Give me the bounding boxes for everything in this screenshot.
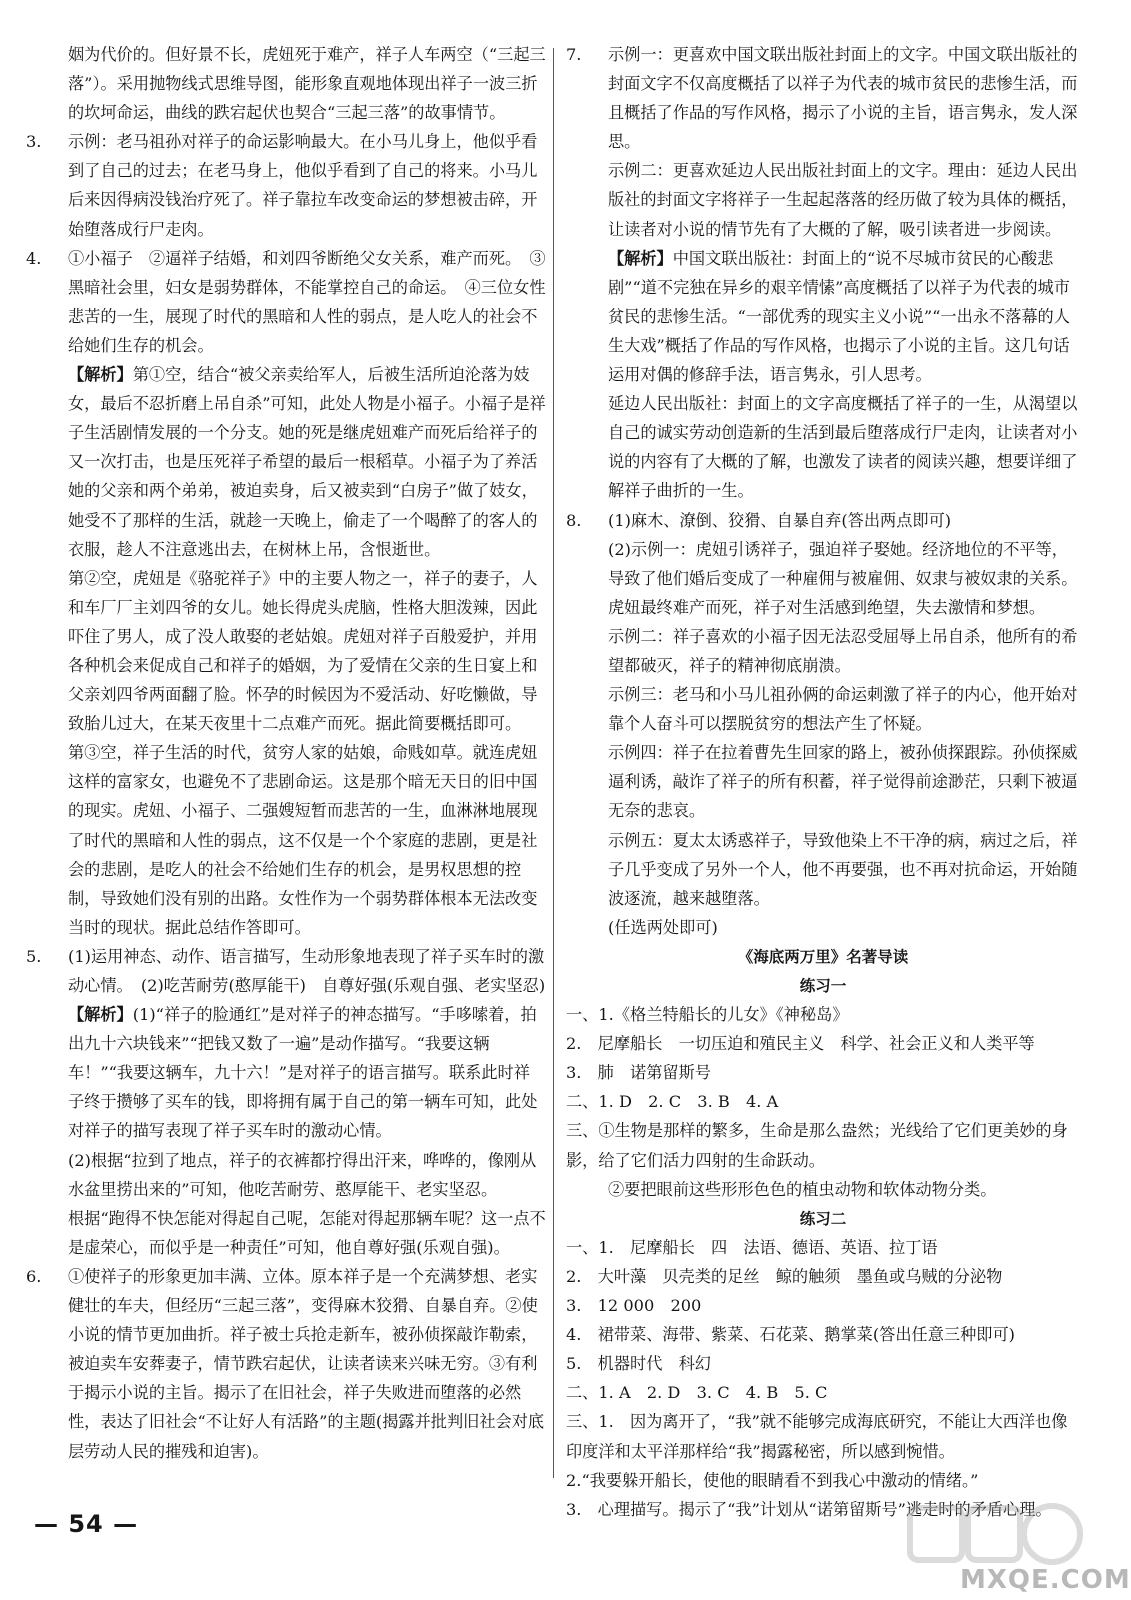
- exercise-heading: 练习一: [799, 976, 847, 995]
- item-number: 6.: [26, 1266, 42, 1286]
- answer-line: 3. 心理描写。揭示了“我”计划从“诺第留斯号”逃走时的矛盾心理。: [566, 1499, 1052, 1519]
- answer-line: 二、1. A 2. D 3. C 4. B 5. C: [566, 1383, 828, 1403]
- analysis-tag: 【解析】: [68, 1005, 133, 1025]
- analysis-paragraph: (2)根据“拉到了地点，祥子的衣裤都拧得出汗来，哗哗的，像刚从水盆里捞出来的”可知，他吃苦耐劳、憨厚能干、老实坚忍。: [68, 1150, 537, 1199]
- left-column: [26, 40, 546, 1466]
- answer-text: 示例四：祥子在拉着曹先生回家的路上，被孙侦探跟踪。孙侦探威逼利诱，敲诈了祥子的所有积蓄，祥子觉得前途渺茫，只剩下被逼无奈的悲哀。: [608, 743, 1078, 821]
- item-number: 8.: [566, 510, 582, 530]
- answer-line: 二、1. D 2. C 3. B 4. A: [566, 1092, 779, 1112]
- analysis-text: (1)“祥子的脸通红”是对祥子的神态描写。“手哆嗦着，拍出九十六块钱来”“把钱又数了一遍”是动作描写。“我要这辆车！”“我要这辆车，九十六！”是对祥子的语言描写。联系此时祥子终于攒够了买车的钱，即将拥有属于自己的第一辆车可知，此处对祥子的描写表现了祥子买车时的激动心情。: [68, 1005, 538, 1141]
- page-number: — 54 —: [34, 1510, 139, 1538]
- analysis-paragraph: 延边人民出版社：封面上的文字高度概括了祥子的一生，从渴望以自己的诚实劳动创造新的生活到最后堕落成行尸走肉，让读者对小说的内容有了大概的了解，也激发了读者的阅读兴趣，想要详细了解祥子曲折的一生。: [608, 394, 1078, 501]
- answer-line: 5. 机器时代 科幻: [566, 1354, 711, 1374]
- analysis-paragraph: [566, 244, 1080, 389]
- answer-item-4: [26, 244, 546, 360]
- item-number: 5.: [26, 946, 42, 966]
- item-number: 7.: [566, 45, 582, 64]
- answer-line: 2.“我要躲开船长，使他的眼睛看不到我心中激动的情绪。”: [566, 1470, 979, 1490]
- answer-text: 示例一：更喜欢中国文联出版社封面上的文字。中国文联出版社的封面文字不仅高度概括了以祥子为代表的城市贫民的悲惨生活，而且概括了作品的写作风格，揭示了小说的主旨，语言隽永，发人深思。: [608, 45, 1078, 152]
- answer-item-6: [26, 1262, 546, 1466]
- watermark-text: MXQE.COM: [960, 1565, 1131, 1595]
- answer-item-5: [26, 942, 546, 1000]
- answer-item-7: [566, 40, 1080, 156]
- answer-line: 3. 肺 诺第留斯号: [566, 1063, 711, 1083]
- analysis-paragraph: 根据“跑得不快怎能对得起自己呢，怎能对得起那辆车呢？这一点不是虚荣心，而似乎是一种责任”可知，他自尊好强(乐观自强)。: [68, 1208, 546, 1257]
- answer-text: ①小福子 ②逼祥子结婚，和刘四爷断绝父女关系，难产而死。 ③黑暗社会里，妇女是弱势群体，不能掌控自己的命运。 ④三位女性悲苦的一生，展现了时代的黑暗和人性的弱点，是人吃人的社会不给她们生存的机会。: [68, 248, 546, 355]
- analysis-paragraph: 第③空，祥子生活的时代，贫穷人家的姑娘，命贱如草。就连虎妞这样的富家女，也避免不了悲剧命运。这是那个暗无天日的旧中国的现实。虎妞、小福子、二强嫂短暂而悲苦的一生，血淋淋地展现了时代的黑暗和人性的弱点，这不仅是一个个家庭的悲剧，更是社会的悲剧，是吃人的社会不给她们生存的机会，是男权思想的控制，导致她们没有别的出路。女性作为一个弱势群体根本无法改变当时的现状。据此总结作答即可。: [68, 743, 538, 937]
- answer-text: 示例二：更喜欢延边人民出版社封面上的文字。理由：延边人民出版社的封面文字将祥子一生起起落落的经历做了较为具体的概括，让读者对小说的情节先有了大概的了解，吸引读者进一步阅读。: [608, 161, 1078, 239]
- answer-text: (1)运用神态、动作、语言描写，生动形象地表现了祥子买车时的激动心情。 (2)吃苦耐劳(憨厚能干) 自尊好强(乐观自强、老实坚忍): [68, 946, 546, 995]
- answer-text: 姻为代价的。但好景不长，虎妞死于难产，祥子人车两空（“三起三落”）。采用抛物线式思维导图，能形象直观地体现出祥子一波三折的坎坷命运，曲线的跌宕起伏也契合“三起三落”的故事情节。: [68, 45, 546, 123]
- analysis-text: 中国文联出版社：封面上的“说不尽城市贫民的心酸悲剧”“道不完独在异乡的艰辛情愫”高度概括了以祥子为代表的城市贫民的悲惨生活。“一部优秀的现实主义小说”“一出永不落幕的人生大戏”概括了作品的写作风格，也揭示了小说的主旨。这几句话运用对偶的修辞手法，语言隽永，引人思考。: [608, 248, 1070, 385]
- answer-line: 4. 裙带菜、海带、紫菜、石花菜、鹅掌菜(答出任意三种即可): [566, 1325, 1015, 1345]
- right-column: [566, 40, 1080, 1524]
- exercise-heading: 练习二: [799, 1208, 847, 1228]
- analysis-paragraph: [26, 1000, 546, 1145]
- answer-text: (2)示例一：虎妞引诱祥子，强迫祥子娶她。经济地位的不平等，导致了他们婚后变成了一种雇佣与被雇佣、奴隶与被奴隶的关系。虎妞最终难产而死，祥子对生活感到绝望，失去激情和梦想。: [608, 539, 1078, 617]
- column-divider: [553, 48, 554, 1478]
- answer-text: 示例：老马祖孙对祥子的命运影响最大。在小马儿身上，他似乎看到了自己的过去；在老马身上，他似乎看到了自己的将来。小马儿后来因得病没钱治疗死了。祥子靠拉车改变命运的梦想被击碎，开始堕落成行尸走肉。: [68, 132, 538, 239]
- analysis-paragraph: 第②空，虎妞是《骆驼祥子》中的主要人物之一，祥子的妻子，人和车厂厂主刘四爷的女儿。她长得虎头虎脑，性格大胆泼辣，因此吓住了男人，成了没人敢娶的老姑娘。虎妞对祥子百般爱护，并用各种机会来促成自己和祥子的婚姻，为了爱情在父亲的生日宴上和父亲刘四爷两面翻了脸。怀孕的时候因为不爱活动、好吃懒做，导致胎儿过大，在某天夜里十二点难产而死。据此简要概括即可。: [68, 568, 538, 734]
- answer-line: 2. 尼摩船长 一切压迫和殖民主义 科学、社会正义和人类平等: [566, 1034, 1035, 1054]
- answer-item-3: [26, 127, 546, 243]
- answer-text: (1)麻木、潦倒、狡猾、自暴自弃(答出两点即可): [608, 510, 952, 530]
- answer-text: (任选两处即可): [608, 917, 718, 937]
- answer-line: 一、1.《格兰特船长的儿女》《神秘岛》: [566, 1005, 849, 1025]
- answer-text: ①使祥子的形象更加丰满、立体。原本祥子是一个充满梦想、老实健壮的车夫，但经历“三起三落”，变得麻木狡猾、自暴自弃。②使小说的情节更加曲折。祥子被士兵抢走新车，被孙侦探敲诈勒索，被迫卖车安葬妻子，情节跌宕起伏，让读者读来兴味无穷。③有利于揭示小说的主旨。揭示了在旧社会，祥子失败进而堕落的必然性，表达了旧社会“不让好人有活路”的主题(揭露并批判旧社会对底层劳动人民的摧残和迫害)。: [68, 1266, 545, 1461]
- answer-line: 一、1. 尼摩船长 四 法语、德语、英语、拉丁语: [566, 1237, 938, 1257]
- answer-text: 示例三：老马和小马儿祖孙俩的命运刺激了祥子的内心，他开始对靠个人奋斗可以摆脱贫穷的想法产生了怀疑。: [608, 685, 1078, 734]
- analysis-paragraph: [26, 360, 546, 564]
- answer-line: ②要把眼前这些形形色色的植虫动物和软体动物分类。: [608, 1179, 997, 1199]
- answer-line: 三、①生物是那样的繁多，生命是那么盎然；光线给了它们更美妙的身影，给了它们活力四射的生命跃动。: [566, 1121, 1068, 1170]
- answer-text: 示例二：祥子喜欢的小福子因无法忍受屈辱上吊自杀，他所有的希望都破灭，祥子的精神彻底崩溃。: [608, 626, 1078, 675]
- item-number: 4.: [26, 248, 42, 268]
- answer-line: 三、1. 因为离开了，“我”就不能够完成海底研究，不能让大西洋也像印度洋和太平洋那样给“我”揭露秘密，所以感到惋惜。: [566, 1412, 1068, 1461]
- answer-line: 3. 12 000 200: [566, 1296, 702, 1316]
- analysis-tag: 【解析】: [608, 248, 673, 268]
- analysis-text: 第①空，结合“被父亲卖给军人，后被生活所迫沦落为妓女，最后不忍折磨上吊自杀”可知，此处人物是小福子。小福子是祥子生活剧情发展的一个分支。她的死是继虎妞难产而死后给祥子的又一次打击，也是压死祥子希望的最后一根稻草。小福子为了养活她的父亲和两个弟弟，被迫卖身，后又被卖到“白房子”做了妓女，她受不了那样的生活，就趁一天晚上，偷走了一个喝醉了的客人的衣服，趁人不注意逃出去，在树林上吊，含恨逝世。: [68, 365, 546, 559]
- answer-item-8: [566, 506, 1080, 535]
- section-title: 《海底两万里》名著导读: [737, 946, 909, 966]
- answer-line: 2. 大叶藻 贝壳类的足丝 鲸的触须 墨鱼或乌贼的分泌物: [566, 1266, 1003, 1286]
- item-number: 3.: [26, 132, 42, 152]
- analysis-tag: 【解析】: [68, 365, 133, 385]
- answer-text: 示例五：夏太太诱惑祥子，导致他染上不干净的病，病过之后，祥子几乎变成了另外一个人，他不再要强，也不再对抗命运，开始随波逐流，越来越堕落。: [608, 830, 1078, 908]
